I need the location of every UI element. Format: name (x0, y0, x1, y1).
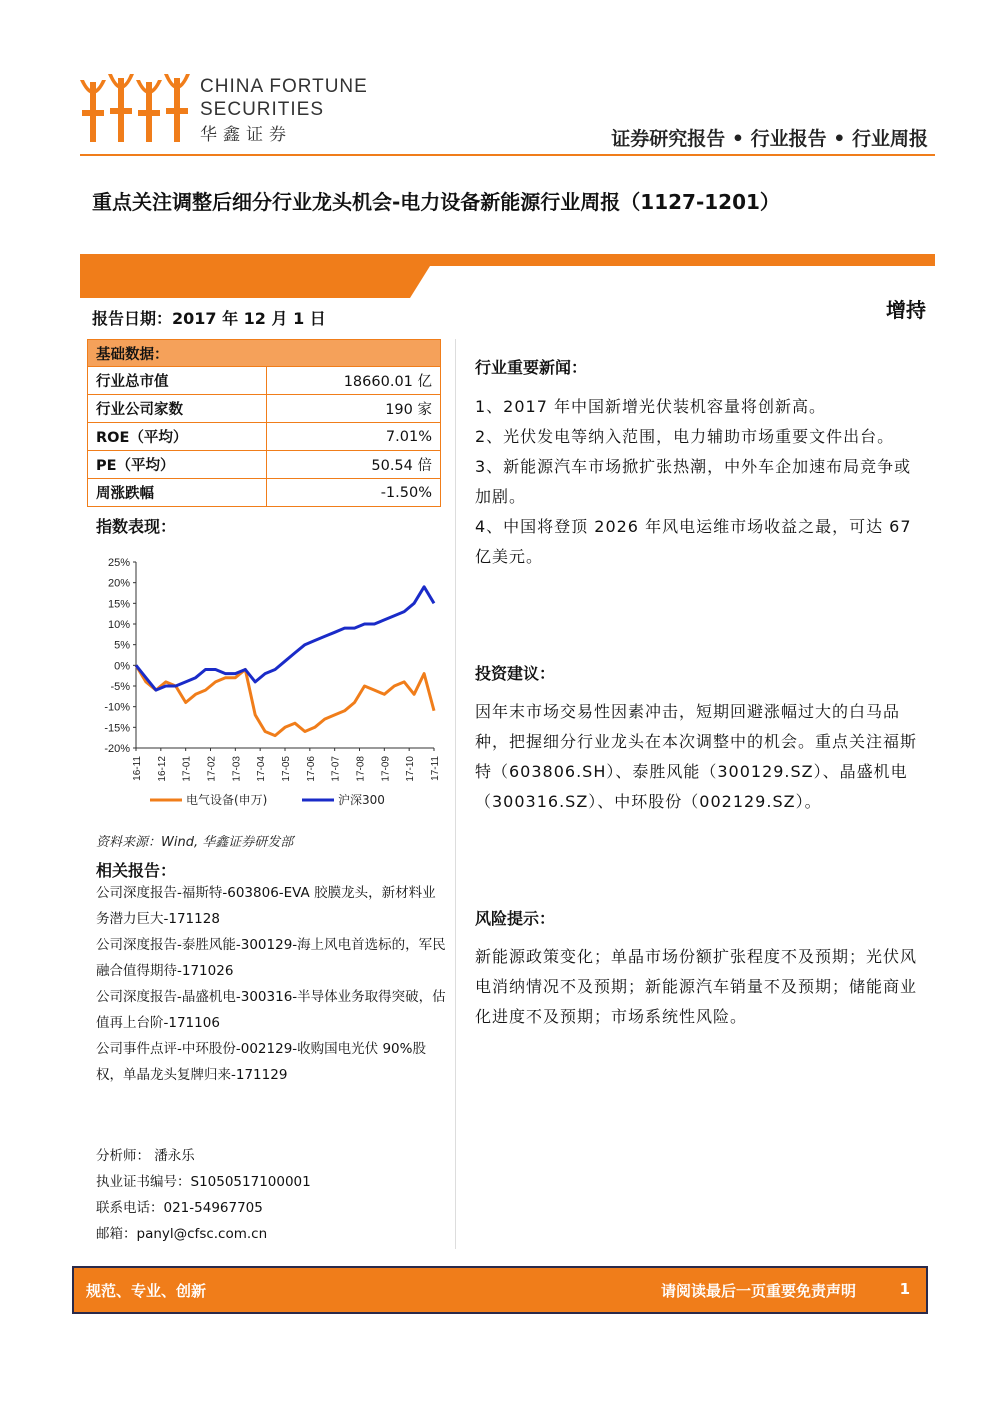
x-tick-label: 17-09 (380, 756, 392, 782)
data-source: 资料来源：Wind, 华鑫证券研发部 (96, 835, 294, 850)
rating: 增持 (886, 298, 926, 322)
related-heading: 相关报告： (96, 861, 177, 880)
analyst-phone: 联系电话：021-54967705 (96, 1200, 263, 1216)
report-title: 重点关注调整后细分行业龙头机会-电力设备新能源行业周报（1127-1201） (92, 190, 780, 214)
y-tick-label: 25% (107, 557, 130, 569)
y-tick-label: 15% (107, 598, 130, 611)
table-row: 行业总市值 18660.01 亿 (88, 367, 441, 395)
x-tick-label: 17-03 (231, 756, 243, 782)
y-tick-label: 10% (107, 619, 130, 631)
y-tick-label: 5% (114, 639, 130, 652)
x-tick-label: 17-01 (181, 756, 193, 782)
legend-label-1: 沪深300 (338, 793, 385, 807)
related-report-1[interactable]: 公司深度报告-福斯特-603806-EVA 胶膜龙头，新材料业务潜力巨大-171128 (96, 885, 436, 927)
news-heading: 行业重要新闻： (475, 358, 588, 377)
series-line-1 (136, 587, 434, 690)
related-report-3[interactable]: 公司深度报告-晶盛机电-300316-半导体业务取得突破，估值再上台阶-171106 (96, 989, 446, 1031)
header-rule (80, 154, 935, 156)
footer-disclaimer[interactable]: 请阅读最后一页重要免责声明 (660, 1282, 856, 1300)
related-report-4[interactable]: 公司事件点评-中环股份-002129-收购国电光伏 90%股权，单晶龙头复牌归来-171129 (96, 1041, 426, 1083)
x-tick-label: 16-12 (156, 756, 168, 782)
advice-heading: 投资建议： (475, 664, 556, 683)
brand-name-en-2: SECURITIES (200, 99, 325, 120)
x-tick-label: 17-06 (305, 756, 317, 782)
index-performance-chart (88, 548, 448, 818)
y-tick-label: -5% (110, 681, 130, 693)
x-tick-label: 16-11 (132, 756, 143, 781)
analyst-email[interactable]: 邮箱：panyl@cfsc.com.cn (96, 1226, 268, 1242)
y-tick-label: -15% (104, 722, 130, 735)
y-tick-label: 20% (107, 577, 130, 590)
y-tick-label: 0% (114, 660, 130, 673)
x-tick-label: 17-04 (256, 756, 268, 782)
y-tick-label: -20% (104, 743, 130, 755)
footer-bar (72, 1266, 928, 1314)
news-item: 1、2017 年中国新增光伏装机容量将创新高。 (475, 397, 826, 416)
x-tick-label: 17-07 (330, 756, 342, 782)
analyst-cert: 执业证书编号：S1050517100001 (96, 1174, 311, 1190)
series-line-0 (136, 665, 434, 735)
x-tick-label: 17-11 (430, 756, 441, 781)
y-tick-label: -10% (104, 701, 130, 714)
x-tick-label: 17-05 (281, 756, 292, 782)
brand-name-cn: 华鑫证券 (200, 125, 292, 144)
legend-label-0: 电气设备(申万) (186, 793, 268, 807)
x-tick-label: 17-08 (355, 756, 367, 782)
table-row: 周涨跌幅 -1.50% (88, 479, 441, 507)
news-list (475, 392, 925, 572)
related-report-2[interactable]: 公司深度报告-泰胜风能-300129-海上风电首选标的，军民融合值得期待-171026 (96, 937, 446, 979)
column-divider (455, 339, 456, 1249)
table-row: PE（平均） 50.54 倍 (88, 451, 441, 479)
page-number: 1 (899, 1280, 910, 1298)
news-item: 3、新能源汽车市场掀扩张热潮，中外车企加速布局竞争或加剧。 (475, 457, 912, 506)
news-item: 4、中国将登顶 2026 年风电运维市场收益之最，可达 67 亿美元。 (475, 517, 912, 566)
brand-name-en-1: CHINA FORTUNE (200, 76, 368, 97)
news-item: 2、光伏发电等纳入范围，电力辅助市场重要文件出台。 (475, 427, 895, 446)
report-date: 报告日期：2017 年 12 月 1 日 (92, 309, 326, 328)
report-type: 证券研究报告 • 行业报告 • 行业周报 (611, 128, 928, 150)
table-row: ROE（平均） 7.01% (88, 423, 441, 451)
risk-heading: 风险提示： (475, 909, 556, 928)
title-banner (80, 254, 935, 298)
basic-data-heading: 基础数据： (88, 340, 441, 367)
advice-text: 因年末市场交易性因素冲击，短期回避涨幅过大的白马品种，把握细分行业龙头在本次调整中的机会。重点关注福斯特（603806.SH）、泰胜风能（300129.SZ）、晶盛机电（300316.SZ）、中环股份（002129.SZ）。 (475, 702, 918, 811)
brand-logo (78, 70, 192, 146)
table-row: 行业公司家数 190 家 (88, 395, 441, 423)
x-tick-label: 17-02 (206, 756, 218, 782)
analyst-name: 分析师： 潘永乐 (96, 1148, 195, 1164)
footer-slogan: 规范、专业、创新 (86, 1282, 207, 1300)
basic-data-table (87, 339, 441, 507)
risk-text: 新能源政策变化；单晶市场份额扩张程度不及预期；光伏风电消纳情况不及预期；新能源汽车销量不及预期；储能商业化进度不及预期；市场系统性风险。 (475, 947, 918, 1026)
index-heading: 指数表现： (96, 517, 177, 536)
x-tick-label: 17-10 (405, 756, 417, 782)
